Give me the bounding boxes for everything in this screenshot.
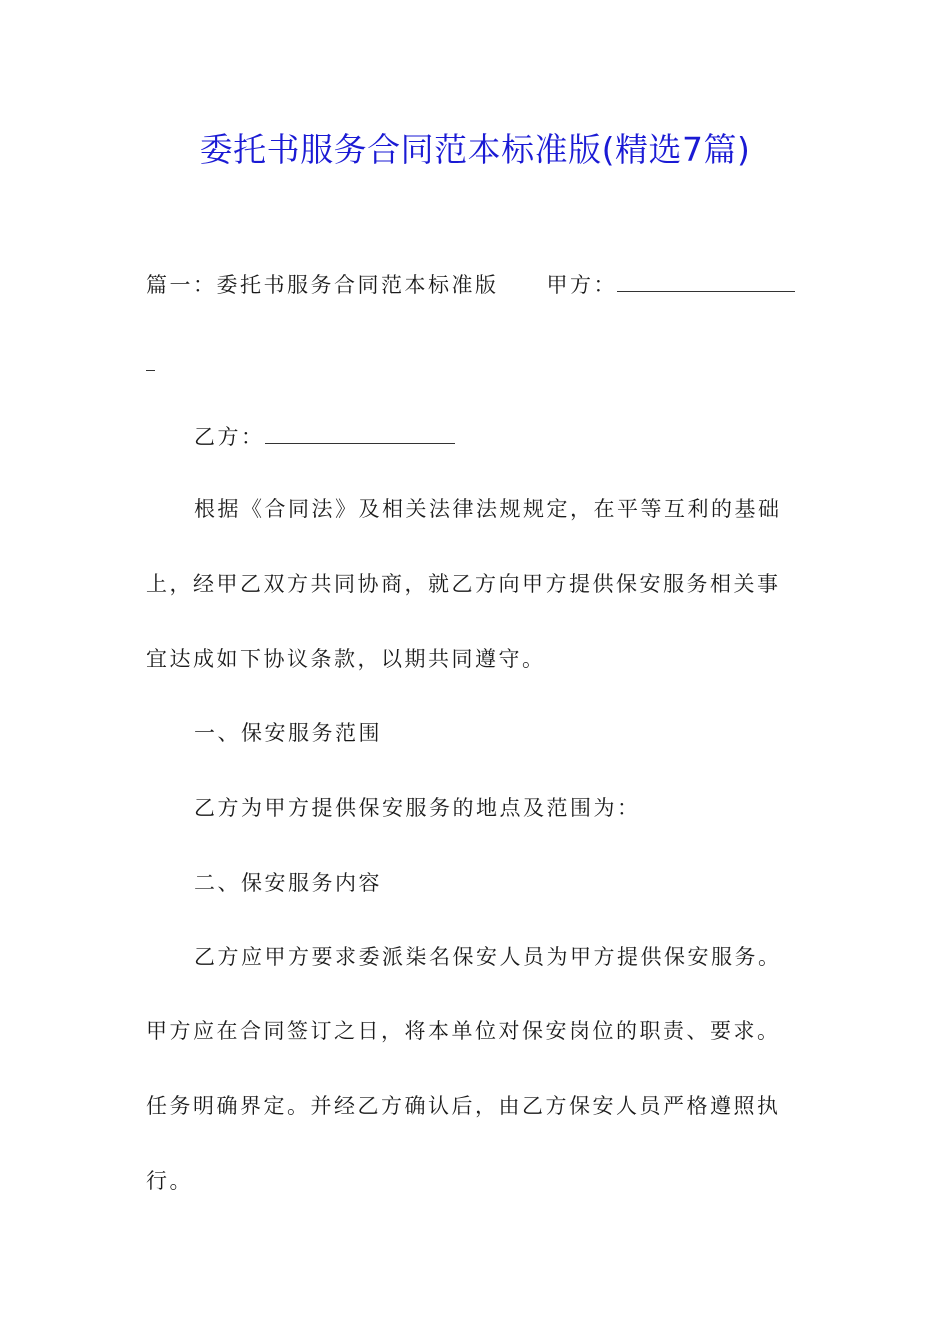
party-b-line [194,422,854,452]
party-b-label: 乙方： [194,425,265,449]
paragraph-line: 行。 [146,1169,193,1193]
paragraph-line: 宜达成如下协议条款，以期共同遵守。 [146,647,546,671]
party-b-blank [265,425,455,444]
section-heading: 篇一：委托书服务合同范本标准版 [146,273,499,297]
paragraph-line: 甲方应在合同签订之日，将本单位对保安岗位的职责、要求。 [146,1019,781,1043]
party-a-label: 甲方： [546,273,617,297]
document-title: 委托书服务合同范本标准版(精选7篇) [199,130,751,169]
paragraph-line: 根据《合同法》及相关法律法规规定，在平等互利的基础 [194,497,782,521]
party-a-blank [617,273,795,292]
section-heading: 二、保安服务内容 [194,871,382,895]
paragraph-line: 任务明确界定。并经乙方确认后，由乙方保安人员严格遵照执 [146,1094,781,1118]
paragraph-line: 乙方为甲方提供保安服务的地点及范围为： [194,796,641,820]
party-a-blank-continuation [146,370,155,371]
section-heading: 一、保安服务范围 [194,721,382,745]
heading-line [146,270,806,300]
paragraph-line: 上，经甲乙双方共同协商，就乙方向甲方提供保安服务相关事 [146,572,781,596]
paragraph-line: 乙方应甲方要求委派柒名保安人员为甲方提供保安服务。 [194,945,782,969]
